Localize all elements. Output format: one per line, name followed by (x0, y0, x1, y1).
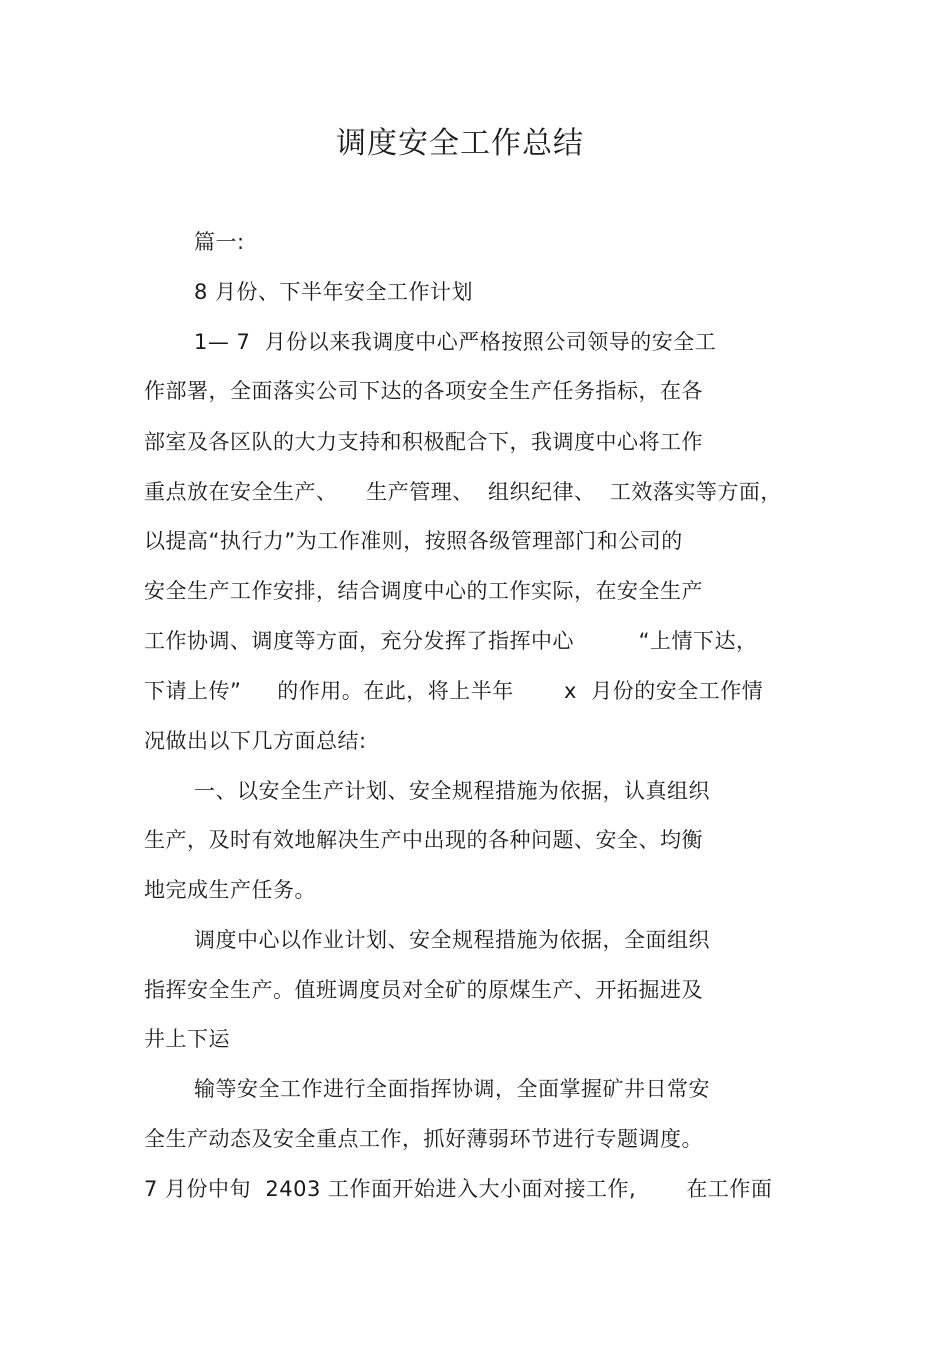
text-line: 下请上传” 的作用。在此，将上半年 x 月份的安全工作情 (144, 679, 764, 703)
text-line: 况做出以下几方面总结: (144, 729, 367, 753)
text-line: 调度中心以作业计划、安全规程措施为依据，全面组织 (194, 928, 710, 952)
text-line: 指挥安全生产。值班调度员对全矿的原煤生产、开拓掘进及 (144, 978, 703, 1002)
text-line: 生产，及时有效地解决生产中出现的各种问题、安全、均衡 (144, 828, 703, 852)
document-title: 调度安全工作总结 (336, 126, 584, 161)
text-line: 以提高“执行力”为工作准则，按照各级管理部门和公司的 (144, 529, 683, 553)
text-line: 工作协调、调度等方面，充分发挥了指挥中心 “上情下达， (144, 629, 758, 653)
text-line: 重点放在安全生产、 生产管理、 组织纪律、 工效落实等方面， (144, 480, 782, 504)
text-line: 一、以安全生产计划、安全规程措施为依据，认真组织 (194, 779, 710, 803)
text-line: 部室及各区队的大力支持和积极配合下，我调度中心将工作 (144, 430, 703, 454)
text-line: 作部署，全面落实公司下达的各项安全生产任务指标，在各 (144, 379, 703, 403)
text-line: 井上下运 (144, 1027, 230, 1051)
text-line: 全生产动态及安全重点工作，抓好薄弱环节进行专题调度。 (144, 1127, 703, 1151)
text-line: 7 月份中旬 2403 工作面开始进入大小面对接工作, 在工作面 (144, 1177, 773, 1201)
text-line: 地完成生产任务。 (144, 878, 316, 902)
text-line: 8 月份、下半年安全工作计划 (194, 280, 474, 304)
text-line: 篇一: (194, 230, 245, 254)
text-line: 安全生产工作安排，结合调度中心的工作实际，在安全生产 (144, 579, 703, 603)
text-line: 1— 7 月份以来我调度中心严格按照公司领导的安全工 (194, 330, 717, 354)
text-line: 输等安全工作进行全面指挥协调，全面掌握矿井日常安 (194, 1077, 710, 1101)
